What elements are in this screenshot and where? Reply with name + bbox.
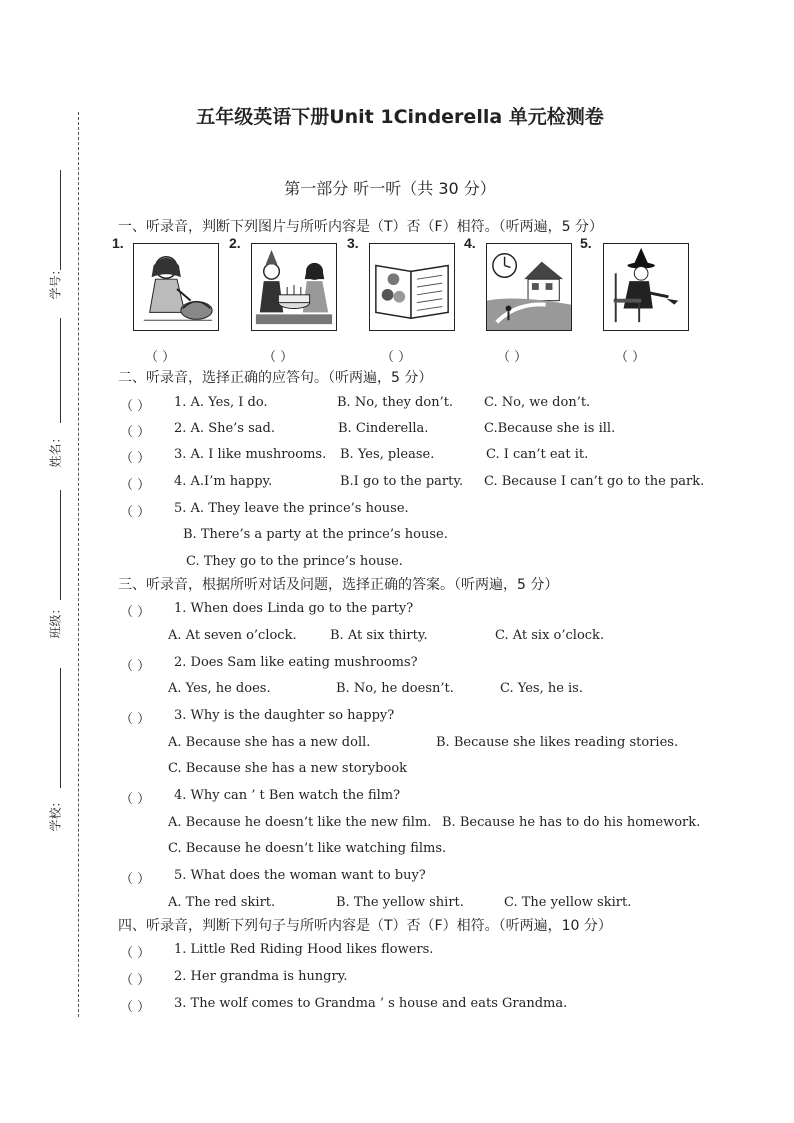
student-id-blank[interactable] [60,170,61,270]
answer-blank[interactable]: （ ） [120,712,151,727]
option-a: 5. A. They leave the prince’s house. [174,501,409,516]
option-b: B. Because he has to do his homework. [442,815,701,830]
answer-blank[interactable]: （ ） [120,605,151,620]
option-b: B.I go to the party. [340,474,464,489]
option-c: C. No, we don’t. [484,395,591,410]
class-field [42,490,72,640]
option-b: B. Because she likes reading stories. [436,735,679,750]
question-text: 2. Does Sam like eating mushrooms? [174,655,418,670]
option-b: B. No, he doesn’t. [336,681,454,696]
binding-dashed-line [78,112,79,1017]
section-1-heading: 一、听录音，判断下列图片与所听内容是（T）否（F）相符。（听两遍，5 分） [118,219,603,235]
clock-and-house-icon [486,243,572,331]
answer-blank[interactable]: （ ） [120,792,151,807]
option-c: C.Because she is ill. [484,421,616,436]
option-c: C. Because she has a new storybook [168,761,408,776]
answer-blank[interactable]: （ ） [120,659,151,674]
option-b: B. Yes, please. [340,447,435,462]
option-b: B. Cinderella. [338,421,429,436]
page-title: 五年级英语下册Unit 1Cinderella 单元检测卷 [196,106,604,128]
picture-number-1: 1. [112,235,124,251]
option-a: A. At seven o’clock. [168,628,297,643]
answer-blank[interactable]: （ ） [120,872,151,887]
statement-text: 3. The wolf comes to Grandma ’ s house and eats Grandma. [174,996,568,1011]
option-b: B. The yellow shirt. [336,895,464,910]
option-c: C. They go to the prince’s house. [186,554,403,569]
question-text: 1. When does Linda go to the party? [174,601,414,616]
school-blank[interactable] [60,668,61,788]
option-a: A. Because he doesn’t like the new film. [168,815,432,830]
picture-answer-blank-2[interactable]: （ ） [263,350,294,365]
witch-on-chair-icon [603,243,689,331]
option-a: A. The red skirt. [168,895,276,910]
answer-blank[interactable]: （ ） [120,946,151,961]
answer-blank[interactable]: （ ） [120,478,151,493]
school-field [42,668,72,832]
option-a: 3. A. I like mushrooms. [174,447,327,462]
option-a: A. Yes, he does. [168,681,271,696]
picture-answer-blank-5[interactable]: （ ） [615,350,646,365]
school-label: 学校： [48,795,63,832]
option-a: 1. A. Yes, I do. [174,395,268,410]
question-text: 5. What does the woman want to buy? [174,868,426,883]
option-c: C. I can’t eat it. [486,447,589,462]
storybook-icon [369,243,455,331]
picture-answer-blank-3[interactable]: （ ） [381,350,412,365]
picture-answer-blank-1[interactable]: （ ） [145,350,176,365]
statement-text: 2. Her grandma is hungry. [174,969,348,984]
option-c: C. Because he doesn’t like watching films. [168,841,447,856]
question-text: 3. Why is the daughter so happy? [174,708,395,723]
picture-number-2: 2. [229,235,241,251]
statement-text: 1. Little Red Riding Hood likes flowers. [174,942,434,957]
option-c: C. Yes, he is. [500,681,583,696]
class-label: 班级： [48,602,63,639]
picture-number-3: 3. [347,235,359,251]
answer-blank[interactable]: （ ） [120,973,151,988]
birthday-cake-icon [251,243,337,331]
option-b: B. No, they don’t. [337,395,454,410]
part-one-title: 第一部分 听一听（共 30 分） [284,179,496,198]
option-c: C. The yellow skirt. [504,895,632,910]
picture-answer-blank-4[interactable]: （ ） [497,350,528,365]
student-name-blank[interactable] [60,318,61,423]
answer-blank[interactable]: （ ） [120,425,151,440]
girl-with-basket-icon [133,243,219,331]
option-a: 4. A.I’m happy. [174,474,273,489]
picture-number-5: 5. [580,235,592,251]
student-name-label: 姓名： [48,431,63,468]
answer-blank[interactable]: （ ） [120,399,151,414]
answer-blank[interactable]: （ ） [120,505,151,520]
option-a: 2. A. She’s sad. [174,421,275,436]
option-c: C. At six o’clock. [495,628,605,643]
section-4-heading: 四、听录音，判断下列句子与所听内容是（T）否（F）相符。（听两遍，10 分） [118,918,612,934]
student-id-field [42,170,72,320]
answer-blank[interactable]: （ ） [120,1000,151,1015]
picture-number-4: 4. [464,235,476,251]
student-name-field [42,318,72,468]
section-3-heading: 三、听录音，根据所听对话及问题，选择正确的答案。（听两遍，5 分） [118,577,559,593]
option-b: B. There’s a party at the prince’s house. [183,527,448,542]
option-b: B. At six thirty. [330,628,428,643]
student-id-label: 学号： [48,263,63,300]
option-a: A. Because she has a new doll. [168,735,371,750]
class-blank[interactable] [60,490,61,600]
option-c: C. Because I can’t go to the park. [484,474,705,489]
section-2-heading: 二、听录音，选择正确的应答句。（听两遍，5 分） [118,370,433,386]
answer-blank[interactable]: （ ） [120,451,151,466]
question-text: 4. Why can ’ t Ben watch the film? [174,788,401,803]
